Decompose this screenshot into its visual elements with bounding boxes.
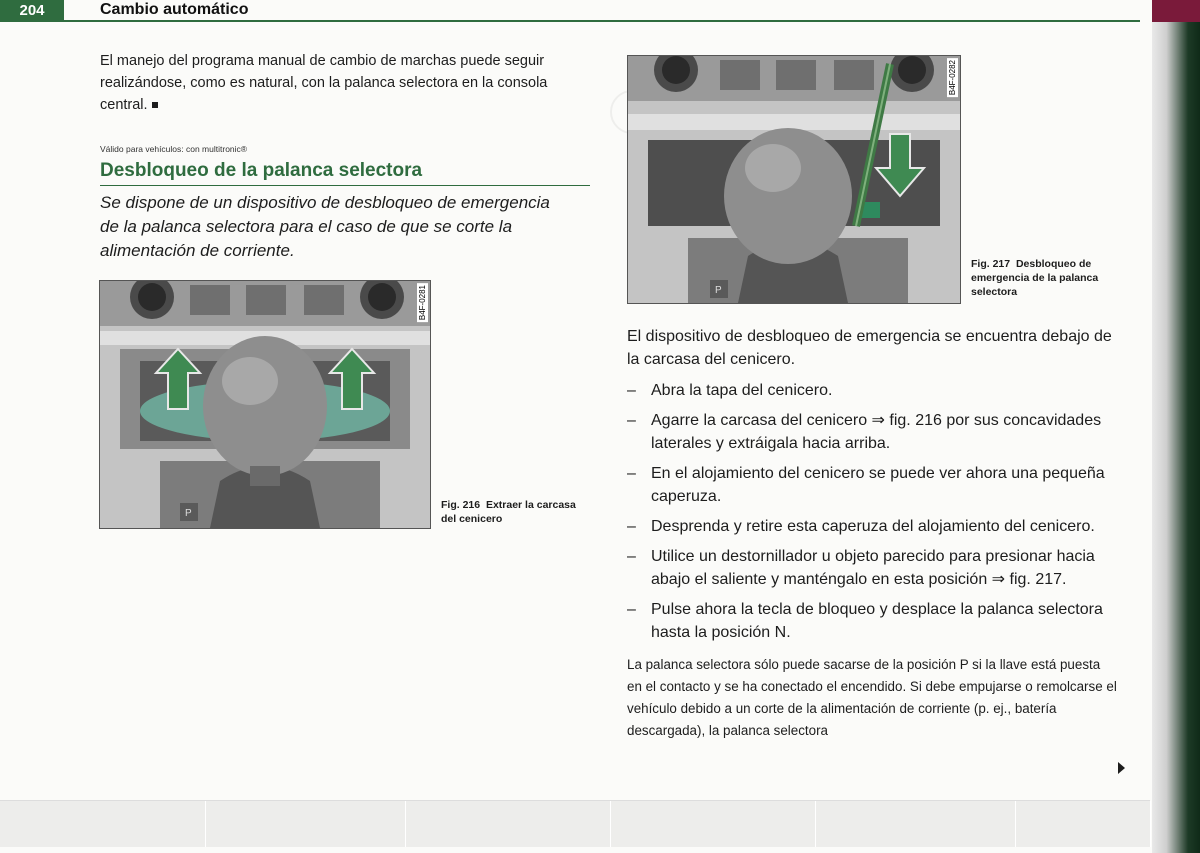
figure-217-text: Desbloqueo de emergencia de la palanca selectora <box>971 258 1099 298</box>
section-rule <box>100 185 590 186</box>
step-dash: – <box>627 465 636 482</box>
end-mark-icon <box>152 102 158 108</box>
page-number: 204 <box>0 0 64 21</box>
validity-note: Válido para vehículos: con multitronic® <box>100 144 248 154</box>
step-item <box>627 462 1117 508</box>
footer-cell <box>205 801 406 847</box>
figure-217-code: B4F-0282 <box>948 60 957 96</box>
section-title: Desbloqueo de la palanca selectora <box>100 160 423 181</box>
footer-cell <box>0 801 206 847</box>
step-item <box>627 379 1117 402</box>
console-illustration-216 <box>100 281 430 528</box>
page-edge-shadow <box>1152 0 1200 853</box>
step-text: En el alojamiento del cenicero se puede ver ahora una pequeña caperuza. <box>651 465 1105 505</box>
left-intro-paragraph <box>100 50 590 116</box>
figure-216-number: Fig. 216 <box>441 499 481 511</box>
header-rule <box>0 20 1140 22</box>
console-illustration-217 <box>628 56 960 303</box>
step-item <box>627 515 1117 538</box>
step-item <box>627 409 1117 455</box>
figure-217-caption <box>971 257 1111 299</box>
step-dash: – <box>627 518 636 535</box>
figure-217-image <box>627 55 961 304</box>
footer-cell <box>405 801 611 847</box>
footer-strip <box>0 800 1150 847</box>
step-list <box>627 379 1117 644</box>
figure-216-image <box>99 280 431 529</box>
svg-text:P: P <box>715 285 722 296</box>
figure-216-code: B4F-0281 <box>418 285 427 321</box>
step-item <box>627 598 1117 644</box>
left-intro-text: El manejo del programa manual de cambio de marchas puede seguir realizándose, como es natural, con la palanca selectora en la consola central. <box>100 53 548 113</box>
step-dash: – <box>627 412 636 429</box>
step-dash: – <box>627 601 636 618</box>
page-header <box>0 0 1140 21</box>
continue-arrow-icon <box>1118 762 1125 774</box>
step-dash: – <box>627 548 636 565</box>
step-text: Utilice un destornillador u objeto parecido para presionar hacia abajo el saliente y manténgalo en esta posición ⇒ fig. 217. <box>651 548 1095 588</box>
step-item <box>627 545 1117 591</box>
figure-216-text: Extraer la carcasa del cenicero <box>441 499 576 525</box>
step-dash: – <box>627 382 636 399</box>
figure-216-caption <box>441 498 581 526</box>
svg-text:P: P <box>185 508 192 519</box>
footer-cell <box>1015 801 1151 847</box>
note-paragraph: La palanca selectora sólo puede sacarse de la posición P si la llave está puesta en el contacto y se ha conectado el encendido. Si debe empujarse o remolcarse el vehículo debido a un corte de la alimentación de corriente (p. ej., batería descargada), la palanca selectora <box>627 657 1117 738</box>
lead-paragraph: El dispositivo de desbloqueo de emergencia se encuentra debajo de la carcasa del cenicero. <box>627 328 1112 368</box>
step-text: Desprenda y retire esta caperuza del alojamiento del cenicero. <box>651 518 1095 535</box>
step-text: Agarre la carcasa del cenicero ⇒ fig. 216 por sus concavidades laterales y extráigala hacia arriba. <box>651 412 1102 452</box>
footer-cell <box>610 801 816 847</box>
section-intro: Se dispone de un dispositivo de desbloqueo de emergencia de la palanca selectora para el caso de que se corte la alimentación de corriente. <box>100 193 550 260</box>
chapter-title: Cambio automático <box>100 1 249 18</box>
step-text: Pulse ahora la tecla de bloqueo y desplace la palanca selectora hasta la posición N. <box>651 601 1103 641</box>
right-column <box>627 325 1117 742</box>
figure-217-number: Fig. 217 <box>971 258 1011 270</box>
page-edge-tab <box>1152 0 1200 22</box>
footer-cell <box>815 801 1016 847</box>
step-text: Abra la tapa del cenicero. <box>651 382 833 399</box>
